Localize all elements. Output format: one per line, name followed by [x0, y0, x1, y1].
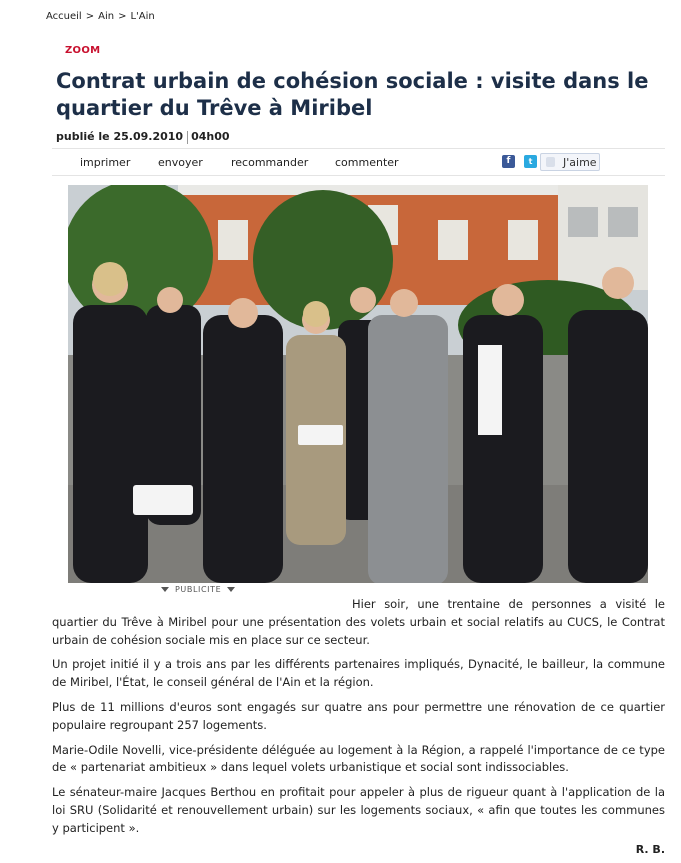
like-label: J'aime: [563, 156, 597, 169]
section-kicker: ZOOM: [65, 45, 101, 56]
like-button[interactable]: [540, 153, 600, 171]
breadcrumb-separator: >: [118, 11, 127, 22]
group-visit-photo: [68, 185, 648, 583]
print-link[interactable]: imprimer: [80, 156, 131, 169]
twitter-icon[interactable]: t: [524, 155, 537, 168]
article-title: Contrat urbain de cohésion sociale : visite dans le quartier du Trêve à Miribel: [56, 69, 649, 120]
breadcrumb-home-link[interactable]: Accueil: [46, 11, 82, 22]
article-paragraph: Marie-Odile Novelli, vice-présidente déléguée au logement à la Région, a rappelé l'importance de ce type de « partenariat ambitieux » dans lequel volets urbanistique et social sont indissociables.: [52, 742, 665, 775]
published-date: 25.09.2010: [113, 130, 184, 143]
breadcrumb: [46, 11, 155, 22]
thumbs-up-icon: [546, 157, 555, 167]
article-toolbar: [52, 148, 665, 176]
published-time: 04h00: [191, 130, 230, 143]
caret-down-icon: [161, 587, 169, 592]
article-paragraph: Hier soir, une trentaine de personnes a visité le quartier du Trêve à Miribel pour une présentation des volets urbain et social relatifs au CUCS, le Contrat urbain de cohésion sociale mis en place sur ce secteur.: [52, 597, 665, 647]
date-divider: [187, 131, 188, 144]
published-label: publié le: [56, 130, 110, 143]
article-body: [52, 596, 665, 845]
send-link[interactable]: envoyer: [158, 156, 203, 169]
breadcrumb-separator: >: [85, 11, 95, 22]
ad-label-text: PUBLICITE: [175, 585, 222, 594]
breadcrumb-current-link[interactable]: L'Ain: [130, 11, 155, 22]
article-paragraph: Un projet initié il y a trois ans par les différents partenaires impliqués, Dynacité, le bailleur, la commune de Miribel, l'État, le conseil général de l'Ain et la région.: [52, 657, 665, 690]
article-paragraph: Plus de 11 millions d'euros sont engagés sur quatre ans pour permettre une rénovation de ce quartier populaire regroupant 257 logements.: [52, 699, 665, 732]
article-photo: [68, 185, 648, 583]
publication-date: [56, 130, 230, 144]
article-paragraph: Le sénateur-maire Jacques Berthou en profitait pour appeler à plus de rigueur quant à l'application de la loi SRU (Solidarité et renouvellement urbain) sur les logements sociaux, « afin que toutes les communes y participent ».: [52, 785, 665, 835]
comment-link[interactable]: commenter: [335, 156, 399, 169]
recommend-link[interactable]: recommander: [231, 156, 309, 169]
article-author: R. B.: [635, 843, 665, 856]
facebook-icon[interactable]: f: [502, 155, 515, 168]
caret-down-icon: [227, 587, 235, 592]
breadcrumb-region-link[interactable]: Ain: [98, 11, 115, 22]
advertisement-label: [155, 585, 241, 594]
